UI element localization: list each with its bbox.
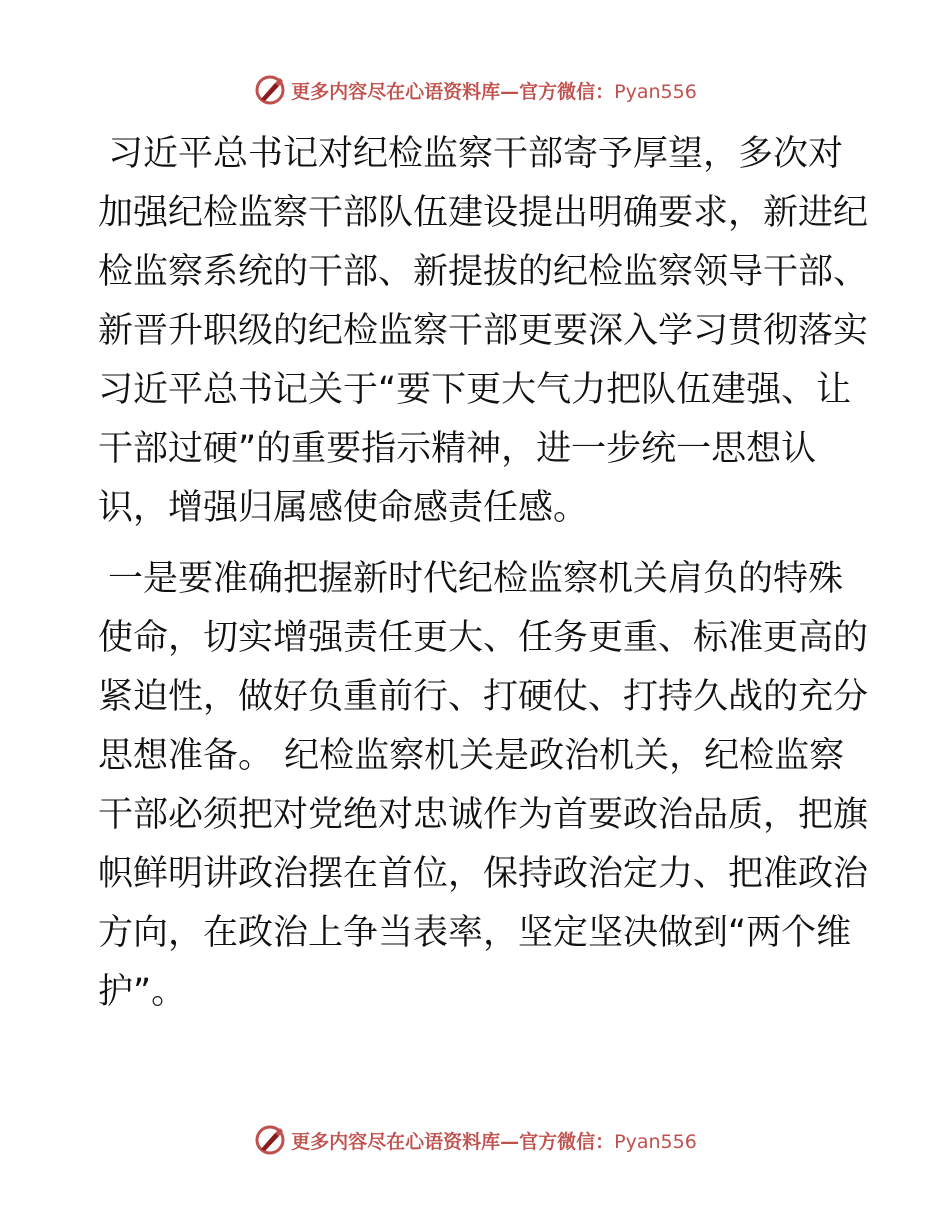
- footer-banner-text: 更多内容尽在心语资料库—官方微信：Pyan556: [291, 1130, 697, 1153]
- pen-logo-icon: [253, 1123, 287, 1157]
- header-wechat-id: Pyan556: [614, 80, 697, 103]
- text-line: 干部过硬”的重要指示精神，进一步统一思想认: [98, 429, 817, 469]
- text-line: 护”。: [98, 972, 187, 1012]
- text-line: 帜鲜明讲政治摆在首位，保持政治定力、把准政治: [98, 854, 869, 894]
- document-body: [98, 125, 869, 1034]
- text-line: 使命，切实增强责任更大、任务更重、标准更高的: [98, 618, 869, 658]
- header-banner-text: 更多内容尽在心语资料库—官方微信：Pyan556: [291, 80, 697, 103]
- footer-wechat-id: Pyan556: [614, 1130, 697, 1153]
- text-line: 思想准备。 纪检监察机关是政治机关，纪检监察: [98, 736, 845, 776]
- text-line: 加强纪检监察干部队伍建设提出明确要求，新进纪: [98, 193, 869, 233]
- footer-banner: [0, 1120, 950, 1160]
- text-line: 识，增强归属感使命感责任感。: [98, 488, 589, 528]
- header-banner: [0, 70, 950, 110]
- text-line: 方向，在政治上争当表率，坚定坚决做到“两个维: [98, 913, 852, 953]
- text-line: 习近平总书记关于“要下更大气力把队伍建强、让: [98, 370, 852, 410]
- text-line: 习近平总书记对纪检监察干部寄予厚望，多次对: [108, 134, 844, 174]
- pen-logo-icon: [253, 73, 287, 107]
- text-line: 干部必须把对党绝对忠诚作为首要政治品质，把旗: [98, 795, 869, 835]
- paragraph-2: [98, 550, 869, 1022]
- text-line: 检监察系统的干部、新提拔的纪检监察领导干部、: [98, 252, 869, 292]
- paragraph-1: [98, 125, 869, 538]
- text-line: 一是要准确把握新时代纪检监察机关肩负的特殊: [108, 559, 844, 599]
- text-line: 紧迫性，做好负重前行、打硬仗、打持久战的充分: [98, 677, 869, 717]
- text-line: 新晋升职级的纪检监察干部更要深入学习贯彻落实: [98, 311, 869, 351]
